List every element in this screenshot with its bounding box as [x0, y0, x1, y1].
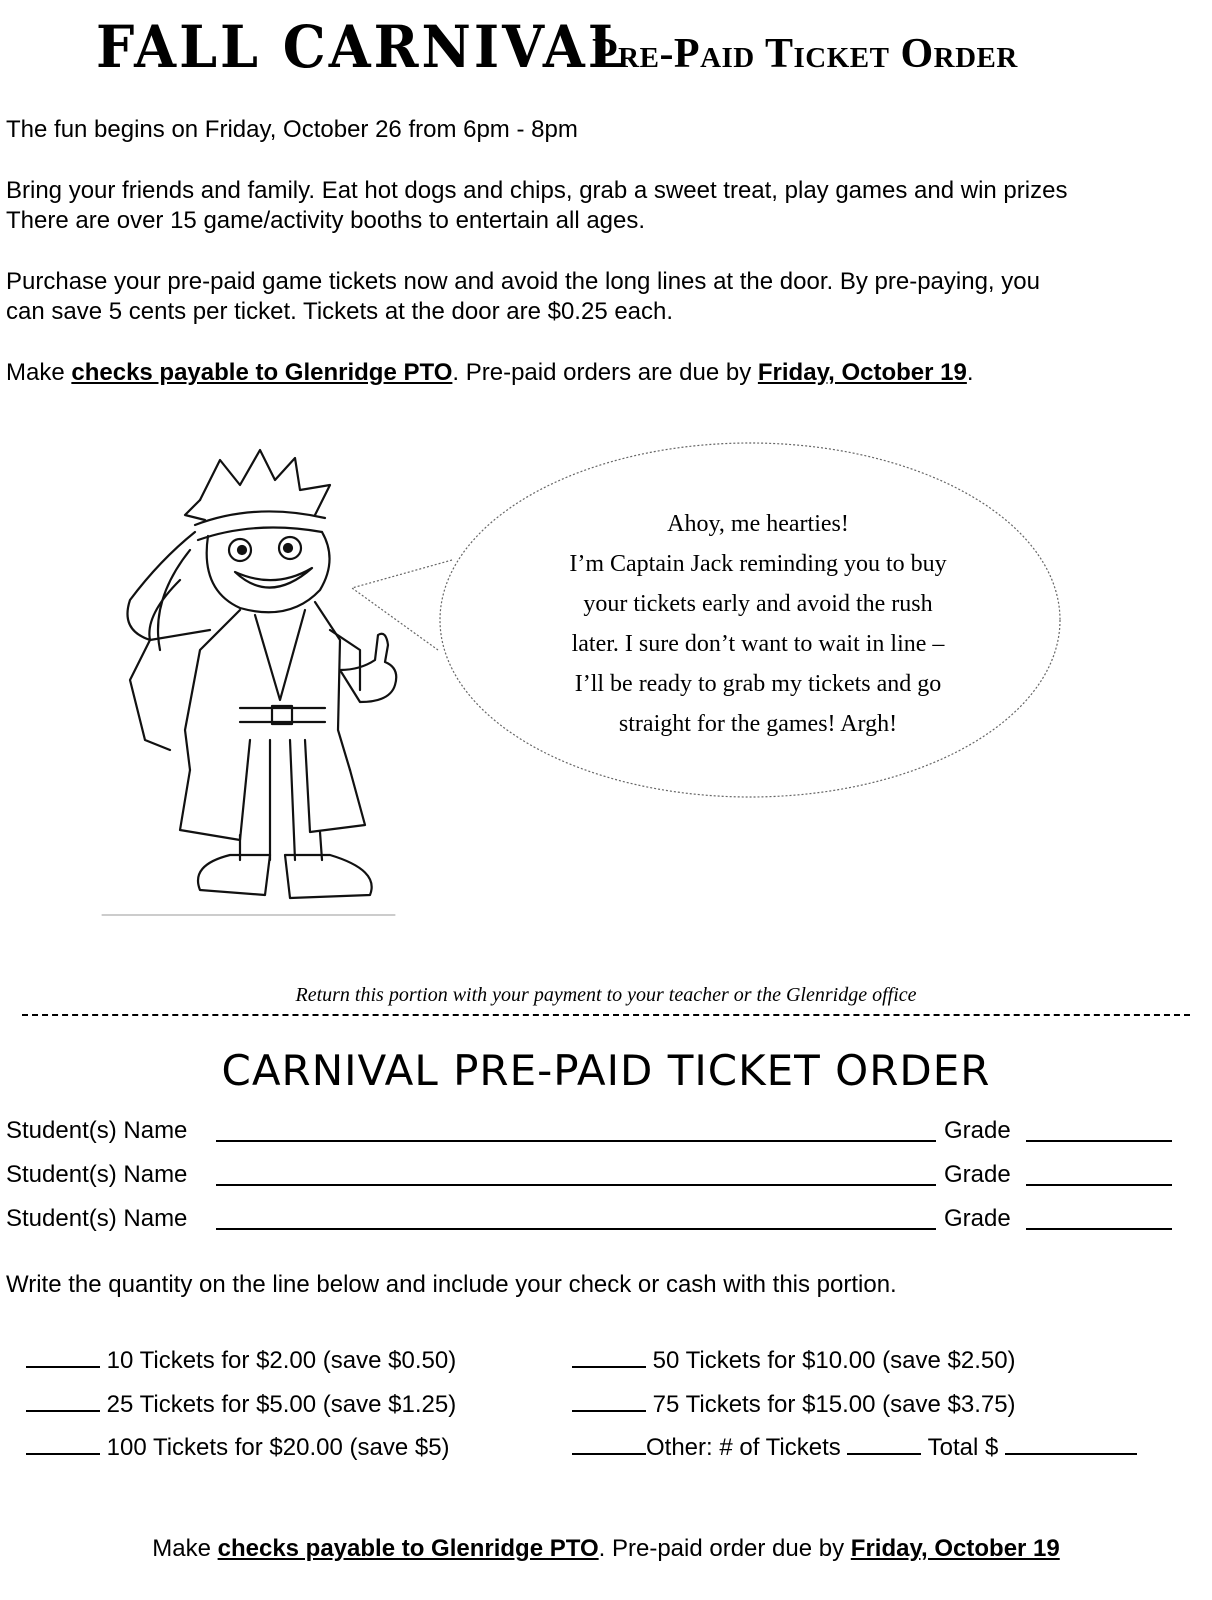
checks-payable-text: checks payable to Glenridge PTO: [71, 359, 453, 386]
speech-bubble-text: [488, 504, 1028, 744]
bubble-line-3: your tickets early and avoid the rush: [583, 591, 933, 617]
total-amount-blank[interactable]: [1005, 1433, 1137, 1455]
footer-prefix: Make: [152, 1535, 218, 1562]
payment-instructions: [6, 357, 974, 388]
footer-due-date: Friday, October 19: [850, 1535, 1060, 1562]
quantity-blank-75[interactable]: [572, 1390, 646, 1412]
purchase-text-line-1: Purchase your pre-paid game tickets now and avoid the long lines at the door. By pre-paying, you: [6, 268, 1040, 295]
option-100-label: 100 Tickets for $20.00 (save $5): [106, 1434, 450, 1461]
option-other-label: Other: # of Tickets: [646, 1434, 841, 1461]
option-25-label: 25 Tickets for $5.00 (save $1.25): [106, 1391, 457, 1418]
return-note: Return this portion with your payment to your teacher or the Glenridge office: [295, 984, 917, 1006]
option-other-tickets: [572, 1433, 1137, 1462]
quantity-instructions: Write the quantity on the line below and include your check or cash with this portion.: [6, 1271, 897, 1298]
due-date-text: Friday, October 19: [757, 359, 967, 386]
bubble-line-2: I’m Captain Jack reminding you to buy: [569, 551, 947, 577]
total-label: Total $: [927, 1434, 999, 1461]
captain-jack-figure: [102, 450, 396, 915]
footer-mid: . Pre-paid order due by: [598, 1535, 851, 1562]
purchase-text-line-2: can save 5 cents per ticket. Tickets at the door are $0.25 each.: [6, 298, 674, 325]
title-fall-carnival: FALL CARNIVAL: [96, 12, 629, 82]
option-10-label: 10 Tickets for $2.00 (save $0.50): [106, 1347, 457, 1374]
grade-label-1: Grade: [944, 1117, 1011, 1144]
cut-line-divider: [22, 1014, 1190, 1016]
speech-bubble-tail: [352, 560, 452, 650]
bubble-line-6: straight for the games! Argh!: [618, 711, 898, 737]
option-75-tickets: [572, 1390, 1016, 1419]
intro-text-line-1: Bring your friends and family. Eat hot dogs and chips, grab a sweet treat, play games and win prizes: [6, 177, 1068, 204]
student-name-field-3[interactable]: [216, 1228, 936, 1230]
footer-checks-payable: checks payable to Glenridge PTO: [217, 1535, 599, 1562]
bubble-line-4: later. I sure don’t want to wait in line –: [571, 631, 945, 657]
bubble-line-1: Ahoy, me hearties!: [667, 511, 849, 537]
quantity-blank-50[interactable]: [572, 1346, 646, 1368]
student-name-label: Student(s) Name: [6, 1117, 188, 1144]
option-100-tickets: [26, 1433, 450, 1462]
quantity-blank-25[interactable]: [26, 1390, 100, 1412]
student-name-field-1[interactable]: [216, 1140, 936, 1142]
student-name-label: Student(s) Name: [6, 1205, 188, 1232]
intro-text-line-2: There are over 15 game/activity booths to entertain all ages.: [6, 207, 646, 234]
title-pre-paid-ticket-order: Pre-Paid Ticket Order: [592, 31, 1018, 77]
event-date-text: The fun begins on Friday, October 26 from 6pm - 8pm: [6, 116, 578, 143]
payment-end: .: [966, 359, 974, 386]
option-50-tickets: [572, 1346, 1016, 1375]
option-10-tickets: [26, 1346, 456, 1375]
student-name-field-2[interactable]: [216, 1184, 936, 1186]
option-50-label: 50 Tickets for $10.00 (save $2.50): [652, 1347, 1016, 1374]
payment-mid: . Pre-paid orders are due by: [452, 359, 758, 386]
student-row-3: [6, 1205, 187, 1233]
payment-prefix: Make: [6, 359, 72, 386]
quantity-blank-10[interactable]: [26, 1346, 100, 1368]
footer-payment-note: [0, 1535, 1212, 1563]
quantity-blank-100[interactable]: [26, 1433, 100, 1455]
grade-label-3: Grade: [944, 1205, 1011, 1232]
option-75-label: 75 Tickets for $15.00 (save $3.75): [652, 1391, 1016, 1418]
bubble-line-5: I’ll be ready to grab my tickets and go: [574, 671, 942, 697]
grade-field-3[interactable]: [1026, 1228, 1172, 1230]
grade-field-1[interactable]: [1026, 1140, 1172, 1142]
other-count-blank[interactable]: [847, 1433, 921, 1455]
student-row-1: [6, 1117, 187, 1145]
quantity-blank-other[interactable]: [572, 1433, 646, 1455]
student-name-label: Student(s) Name: [6, 1161, 188, 1188]
student-row-2: [6, 1161, 187, 1189]
grade-field-2[interactable]: [1026, 1184, 1172, 1186]
option-25-tickets: [26, 1390, 456, 1419]
form-title: CARNIVAL PRE-PAID TICKET ORDER: [221, 1046, 991, 1095]
grade-label-2: Grade: [944, 1161, 1011, 1188]
